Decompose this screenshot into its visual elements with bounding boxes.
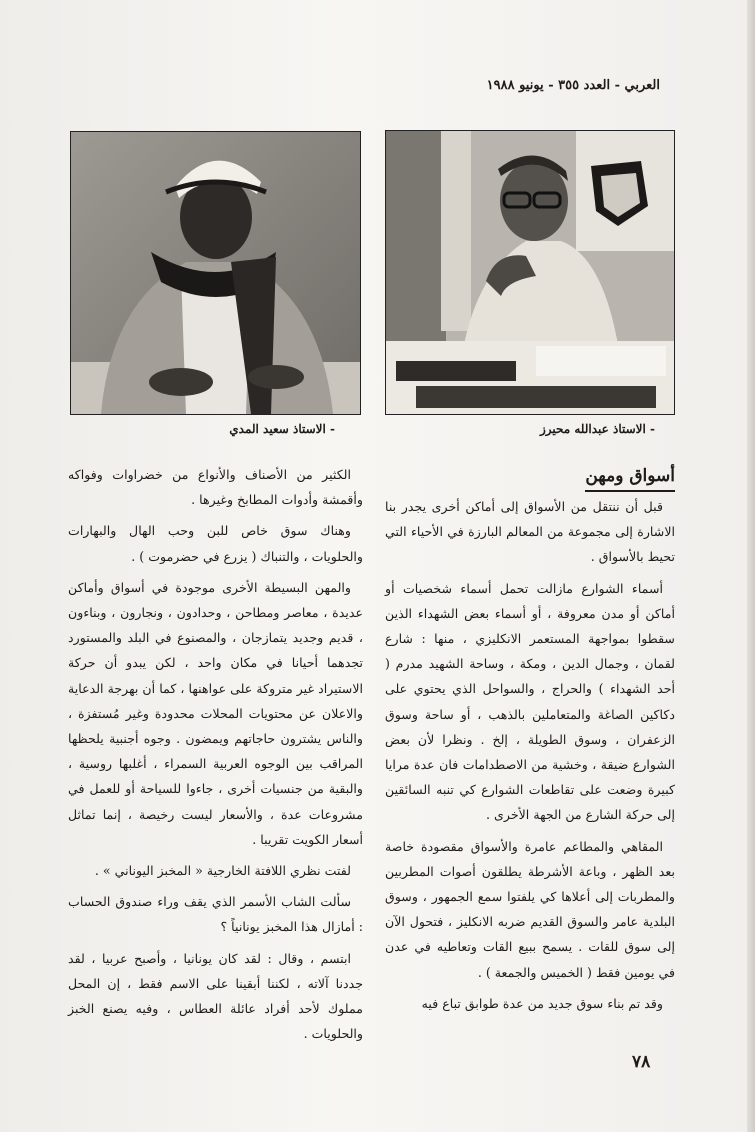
paragraph: وهناك سوق خاص للبن وحب الهال والبهارات والحلويات ، والتنباك ( يزرع في حضرموت ) .: [68, 523, 363, 564]
paragraph: لفتت نظري اللافتة الخارجية « المخبز اليوناني » .: [94, 863, 351, 879]
page-spine-shadow: [747, 0, 755, 1132]
paragraph: سألت الشاب الأسمر الذي يقف وراء صندوق الحساب : أمازال هذا المخبز يونانياً ؟: [68, 894, 363, 935]
text-column-right: [385, 462, 675, 1022]
paragraph: وقد تم بناء سوق جديد من عدة طوابق تباع فيه: [421, 995, 663, 1011]
text-column-left: [68, 462, 363, 1052]
page-number: ٧٨: [632, 1052, 651, 1072]
caption-elderly-man: - الاستاذ سعيد المدي: [229, 422, 335, 436]
paragraph: أسماء الشوارع مازالت تحمل أسماء شخصيات أو أماكن أو مدن معروفة ، أو أسماء بعض الشهداء الذين سقطوا بمواجهة المستعمر الانكليزي ، منها : شارع لقمان ، وجمال الدين ، ومكة ، وساحة الشهيد مدرم ( أحد الشهداء ) والحراج ، والسواحل الذي يحتوي على دكاكين الصاغة والمتعاملين بالذهب ، أو ساحة وسوق الزعفران ، وسوق الطويلة ، إلخ . ونظرا لأن بعض الشوارع ضيقة ، وخشية من الاصطدامات فان عدة مرايا كبيرة وضعت على تقاطعات الشوارع كي تنبه السائقين إلى حركة الشارع من الجهة الأخرى .: [385, 580, 675, 823]
photo-elderly-man: [70, 131, 361, 415]
photo-man-at-desk: [385, 130, 675, 415]
paragraph: والمهن البسيطة الأخرى موجودة في أسواق وأماكن عديدة ، معاصر ومطاحن ، وحدادون ، ونجارون ، وبناءون ، قديم وجديد يتمازجان ، والمصنوع في البلد والمستورد تجدهما أحيانا في مكان واحد ، لكن يبدو أن حركة الاستيراد غير متروكة على عواهنها ، كما أن بهرجة الدعاية والاعلان عن محتويات المحلات محدودة وغير مُستفزة ، والناس يشترون حاجاتهم ويمضون . وجوه أجنبية يلحظها المراقب بين الوجوه العربية السمراء ، أغلبها روسية ، والبقية من جنسيات أخرى ، جاءوا للسياحة أو للعمل في مشروعات عدة ، والأسعار ليست رخيصة ، إنما تماثل أسعار الكويت تقريبا .: [68, 579, 363, 847]
paragraph: ابتسم ، وقال : لقد كان يونانيا ، وأصبح عربيا ، لقد جددنا آلاته ، لكننا أبقينا على الاسم فقط ، إن المحل مملوك لأحد أفراد عائلة العطاس ، وفيه يصنع الخبز والحلويات .: [68, 950, 363, 1042]
paragraph: قبل أن ننتقل من الأسواق إلى أماكن أخرى يجدر بنا الاشارة إلى مجموعة من المعالم البارزة في الأحياء التي تحيط بالأسواق .: [385, 499, 675, 565]
section-heading: أسواق ومهن: [585, 462, 675, 492]
running-head: العربي - العدد ٣٥٥ - يونيو ١٩٨٨: [486, 78, 660, 93]
paragraph: المقاهي والمطاعم عامرة والأسواق مقصودة خاصة بعد الظهر ، وباعة الأشرطة يطلقون أصوات المطربين والمطربات إلى أعلاها كي يلفتوا سمع الجمهور ، وسوق البلدية عامر والسوق القديم ضربه الانكليز ، فتحول الآن إلى سوق للقات . يسمح ببيع القات وتعاطيه في عدن في يومين فقط ( الخميس والجمعة ) .: [385, 838, 675, 980]
caption-man-at-desk: - الاستاذ عبدالله محيرز: [539, 422, 655, 436]
paragraph: الكثير من الأصناف والأنواع من خضراوات وفواكه وأقمشة وأدوات المطابخ وغيرها .: [68, 467, 363, 508]
